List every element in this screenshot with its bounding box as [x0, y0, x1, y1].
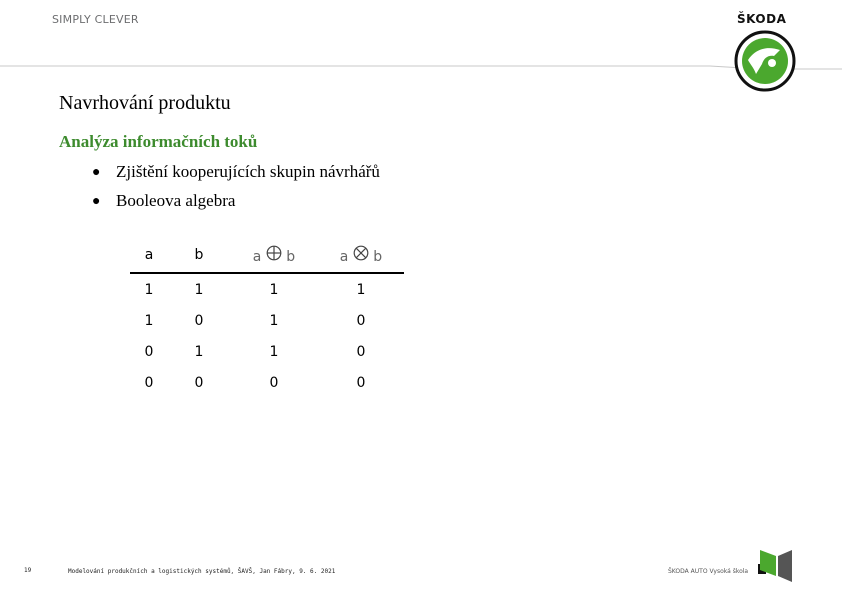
operand-right: b [373, 249, 383, 265]
table-cell: 0 [144, 374, 154, 391]
skoda-auto-university-logo-icon [758, 550, 794, 582]
header-divider [0, 64, 842, 70]
bullet-item [92, 162, 380, 182]
table-cell: 0 [356, 374, 366, 391]
table-cell: 0 [194, 374, 204, 391]
operand-left: a [252, 249, 262, 265]
header-a: a [130, 238, 168, 273]
table-cell: 0 [194, 312, 204, 329]
table-cell: 1 [194, 281, 204, 298]
table-cell: 1 [194, 343, 204, 360]
brand-tagline: SIMPLY CLEVER [52, 13, 139, 26]
operand-right: b [286, 249, 296, 265]
bullet-text: Booleova algebra [116, 191, 236, 210]
table-cell: 0 [356, 343, 366, 360]
bullet-item [92, 191, 235, 211]
header-b: b [168, 238, 230, 273]
table-header-row [130, 238, 404, 273]
table-row [130, 336, 404, 367]
bullet-dot-icon: ● [92, 165, 101, 180]
slide-subtitle: Analýza informačních toků [59, 132, 258, 151]
table-cell: 0 [356, 312, 366, 329]
circled-times-icon [353, 245, 369, 261]
skoda-logo-icon [734, 30, 796, 92]
truth-table [130, 238, 404, 398]
table-row [130, 305, 404, 336]
table-cell: 1 [144, 281, 154, 298]
table-cell: 1 [269, 343, 279, 360]
table-cell: 0 [269, 374, 279, 391]
slide-title: Navrhování produktu [59, 92, 231, 114]
circled-plus-icon [266, 245, 282, 261]
table-cell: 0 [144, 343, 154, 360]
table-cell: 1 [269, 281, 279, 298]
page-number: 19 [24, 567, 32, 574]
footer-brand: ŠKODA AUTO Vysoká škola [668, 568, 749, 575]
table-cell: 1 [356, 281, 366, 298]
table-cell: 1 [269, 312, 279, 329]
operand-left: a [339, 249, 349, 265]
bullet-text: Zjištění kooperujících skupin návrhářů [116, 162, 380, 181]
bullet-dot-icon: ● [92, 194, 101, 209]
header-and [318, 238, 404, 273]
brand-name: ŠKODA [737, 12, 787, 26]
table-row [130, 273, 404, 305]
footer-text: Modelování produkčních a logistických systémů, ŠAVŠ, Jan Fábry, 9. 6. 2021 [68, 568, 336, 575]
table-cell: 1 [144, 312, 154, 329]
header-xor [230, 238, 318, 273]
table-row [130, 367, 404, 398]
